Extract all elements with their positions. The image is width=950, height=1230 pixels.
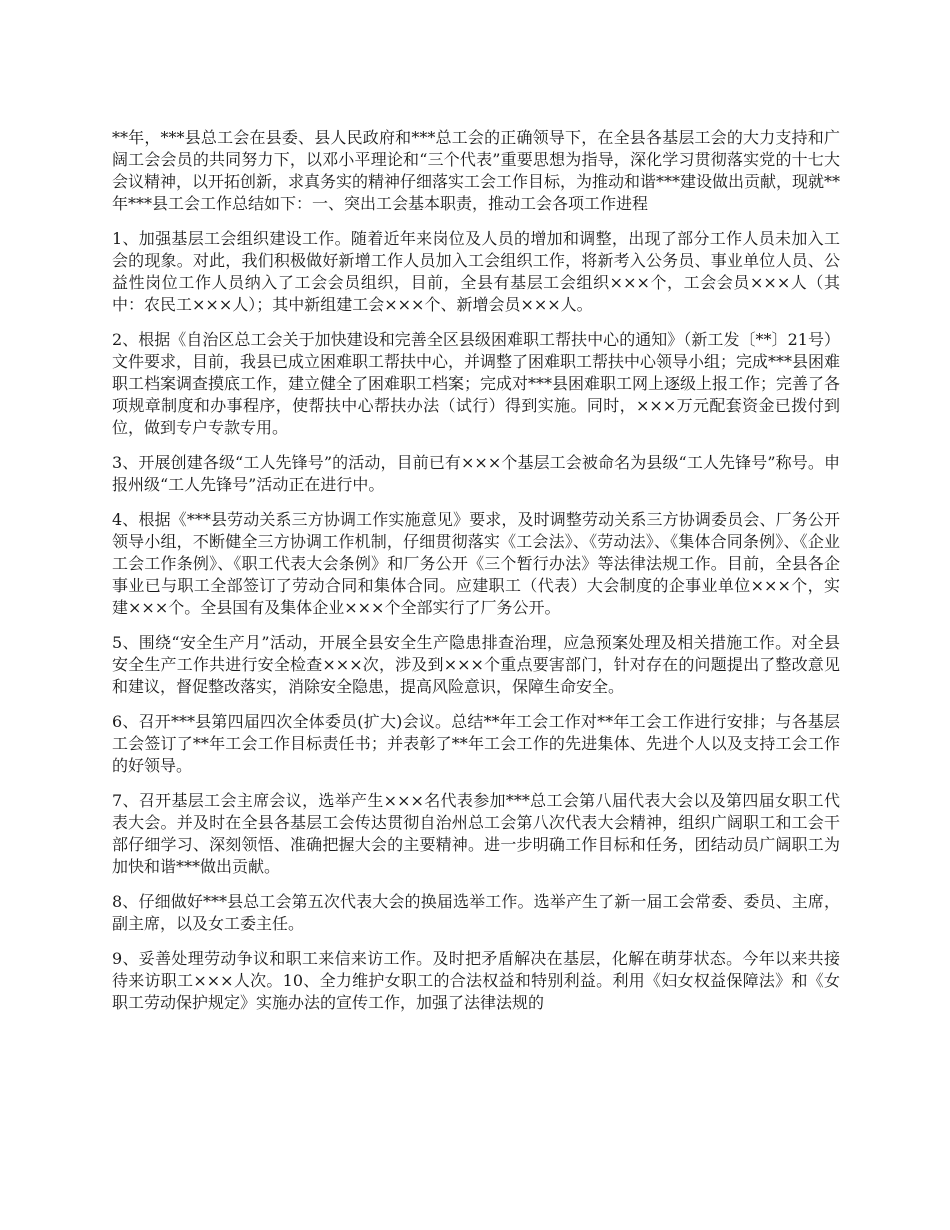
paragraph-item-1: 1、加强基层工会组织建设工作。随着近年来岗位及人员的增加和调整，出现了部分工作人员未加入工会的现象。对此，我们积极做好新增工作人员加入工会组织工作，将新考入公务员、事业单位人员、公益性岗位工作人员纳入了工会会员组织，目前，全县有基层工会组织×××个，工会会员×××人（其中：农民工×××人）；其中新组建工会×××个、新增会员×××人。 <box>112 229 840 314</box>
paragraph-item-7: 7、召开基层工会主席会议，选举产生×××名代表参加***总工会第八届代表大会以及第四届女职工代表大会。并及时在全县各基层工会传达贯彻自治州总工会第八次代表大会精神，组织广阔职工和工会干部仔细学习、深刻领悟、准确把握大会的主要精神。进一步明确工作目标和任务，团结动员广阔职工为加快和谐***做出贡献。 <box>112 791 840 876</box>
paragraph-item-4: 4、根据《***县劳动关系三方协调工作实施意见》要求，及时调整劳动关系三方协调委员会、厂务公开领导小组，不断健全三方协调工作机制，仔细贯彻落实《工会法》、《劳动法》、《集体合同条例》、《企业工会工作条例》、《职工代表大会条例》和厂务公开《三个暂行办法》等法律法规工作。目前，全县各企事业已与职工全部签订了劳动合同和集体合同。应建职工（代表）大会制度的企事业单位×××个，实建×××个。全县国有及集体企业×××个全部实行了厂务公开。 <box>112 510 840 617</box>
document-body <box>112 127 840 1027</box>
paragraph-item-2: 2、根据《自治区总工会关于加快建设和完善全区县级困难职工帮扶中心的通知》（新工发〔**〕21号）文件要求，目前，我县已成立困难职工帮扶中心，并调整了困难职工帮扶中心领导小组；完成***县困难职工档案调查摸底工作，建立健全了困难职工档案；完成对***县困难职工网上逐级上报工作；完善了各项规章制度和办事程序，使帮扶中心帮扶办法（试行）得到实施。同时，×××万元配套资金已拨付到位，做到专户专款专用。 <box>112 330 841 437</box>
paragraph-item-3: 3、开展创建各级“工人先锋号”的活动，目前已有×××个基层工会被命名为县级“工人先锋号”称号。申报州级“工人先锋号”活动正在进行中。 <box>112 453 840 494</box>
paragraph-item-8: 8、仔细做好***县总工会第五次代表大会的换届选举工作。选举产生了新一届工会常委、委员、主席，副主席，以及女工委主任。 <box>112 892 840 933</box>
paragraph-item-9: 9、妥善处理劳动争议和职工来信来访工作。及时把矛盾解决在基层，化解在萌芽状态。今年以来共接待来访职工×××人次。10、全力维护女职工的合法权益和特别利益。利用《妇女权益保障法》和《女职工劳动保护规定》实施办法的宣传工作，加强了法律法规的 <box>112 949 840 1012</box>
paragraph-item-5: 5、围绕“安全生产月”活动，开展全县安全生产隐患排查治理，应急预案处理及相关措施工作。对全县安全生产工作共进行安全检查×××次，涉及到×××个重点要害部门，针对存在的问题提出了整改意见和建议，督促整改落实，消除安全隐患，提高风险意识，保障生命安全。 <box>112 633 840 696</box>
paragraph-item-6: 6、召开***县第四届四次全体委员(扩大)会议。总结**年工会工作对**年工会工作进行安排；与各基层工会签订了**年工会工作目标责任书；并表彰了**年工会工作的先进集体、先进个人以及支持工会工作的好领导。 <box>112 712 840 775</box>
paragraph-intro: **年，***县总工会在县委、县人民政府和***总工会的正确领导下，在全县各基层工会的大力支持和广阔工会会员的共同努力下，以邓小平理论和“三个代表”重要思想为指导，深化学习贯彻落实党的十七大会议精神，以开拓创新，求真务实的精神仔细落实工会工作目标，为推动和谐***建设做出贡献，现就**年***县工会工作总结如下：一、突出工会基本职责，推动工会各项工作进程 <box>112 128 841 213</box>
